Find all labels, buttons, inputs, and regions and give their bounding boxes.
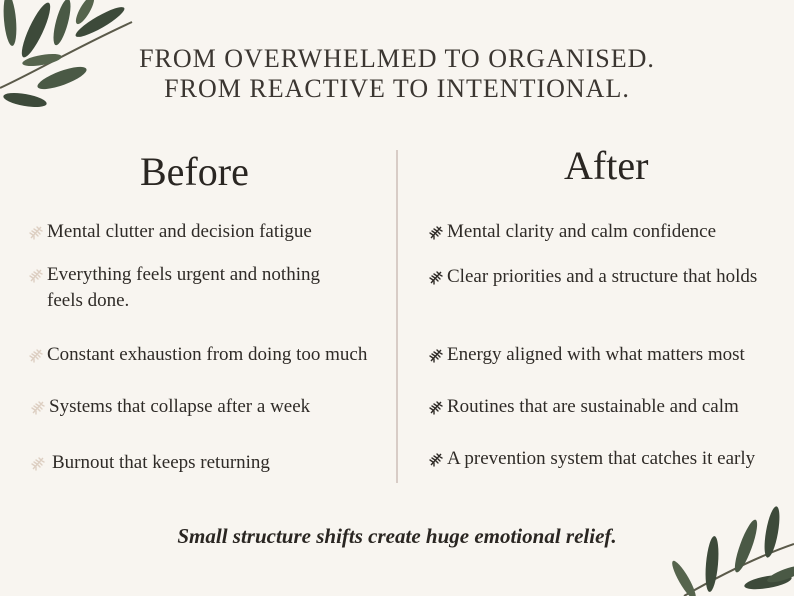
before-title: Before bbox=[140, 149, 249, 194]
headline-line-2: FROM REACTIVE TO INTENTIONAL. bbox=[164, 74, 630, 103]
before-item bbox=[28, 342, 367, 368]
sprig-light-icon bbox=[30, 399, 46, 415]
before-item-text: Burnout that keeps returning bbox=[52, 452, 270, 473]
sprig-light-icon bbox=[30, 455, 46, 471]
sprig-dark-icon bbox=[428, 269, 444, 285]
sprig-dark-icon bbox=[428, 347, 444, 363]
after-item bbox=[428, 394, 739, 420]
before-item bbox=[30, 394, 310, 420]
after-item-text: Mental clarity and calm confidence bbox=[447, 221, 717, 242]
after-item-text: Routines that are sustainable and calm bbox=[447, 396, 739, 417]
before-item bbox=[30, 450, 270, 476]
after-item bbox=[428, 446, 755, 472]
after-title: After bbox=[564, 143, 649, 188]
before-item-text-line-2: feels done. bbox=[47, 290, 130, 311]
before-item-text: Everything feels urgent and nothing bbox=[47, 264, 320, 285]
after-item-text: A prevention system that catches it early bbox=[447, 448, 756, 469]
after-item bbox=[428, 264, 757, 290]
footer-tagline: Small structure shifts create huge emotional relief. bbox=[177, 524, 617, 548]
sprig-light-icon bbox=[28, 267, 44, 283]
before-item-text: Mental clutter and decision fatigue bbox=[47, 221, 312, 242]
before-item-text: Systems that collapse after a week bbox=[49, 396, 311, 417]
headline-line-1: FROM OVERWHELMED TO ORGANISED. bbox=[139, 44, 655, 73]
headline bbox=[0, 44, 794, 104]
before-item bbox=[28, 219, 312, 245]
after-item-text: Clear priorities and a structure that holds bbox=[447, 266, 758, 287]
after-item-text: Energy aligned with what matters most bbox=[447, 344, 745, 365]
before-item bbox=[28, 262, 320, 314]
after-item bbox=[428, 342, 745, 368]
sprig-light-icon bbox=[28, 224, 44, 240]
column-divider bbox=[396, 150, 398, 483]
before-item-text: Constant exhaustion from doing too much bbox=[47, 344, 368, 365]
sprig-dark-icon bbox=[428, 451, 444, 467]
sprig-dark-icon bbox=[428, 399, 444, 415]
after-item bbox=[428, 219, 716, 245]
sprig-light-icon bbox=[28, 347, 44, 363]
sprig-dark-icon bbox=[428, 224, 444, 240]
